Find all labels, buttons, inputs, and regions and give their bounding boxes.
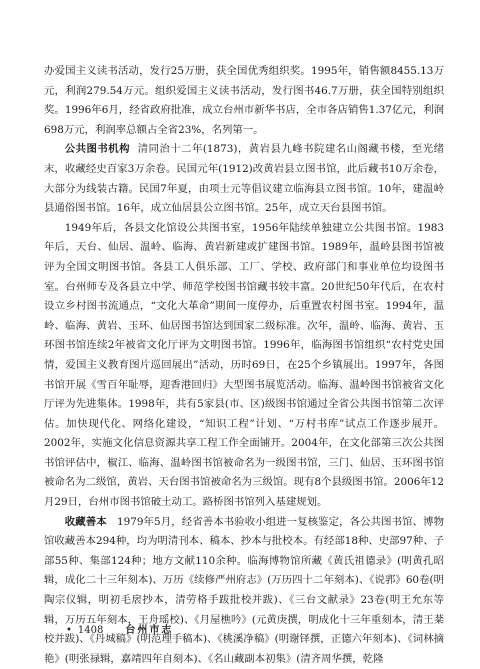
paragraph-post-1949: [44, 219, 444, 513]
paragraph-1-text: 办爱国主义读书活动，发行25万册，获全国优秀组织奖。1995年，销售额8455.13万元，利润279.54万元。组织爱国主义读书活动，发行图书46.7万册，获全国特别组织奖。1996年6月，经省政府批准，成立台州市新华书店，全市各店销售1.37亿元，利润698万元，利润率总额占全省23%，名列第一。: [44, 65, 444, 136]
page-footer: [66, 621, 173, 636]
footer-bullet: •: [66, 625, 72, 636]
section-heading-rare-books: 收藏善本: [64, 515, 107, 528]
paragraph-3-text: 1949年后，各县文化馆设公共图书室，1956年陆续单独建立公共图书馆。1983年后，天台、仙居、温岭、临海、黄岩新建或扩建图书馆。1989年，温岭县图书馆被评为全国文明图书馆。各县工人俱乐部、工厂、学校、政府部门和事业单位均设图书室。台州师专及各县立中学、师范学校图书馆藏书较丰富。20世纪50年代后，在农村设立乡村图书流通点，“文化大革命”期间一度停办，后重置农村图书室。1994年，温岭、临海、黄岩、玉环、仙居图书馆达到国家二级标准。次年，温岭、临海、黄岩、玉环图书馆连续2年被省文化厅评为文明图书馆。1996年，临海图书馆组织“农村党史国情，爱国主义教育图片巡回展出”活动，历时69日，在25个乡镇展出。1997年，各图书馆开展《雪百年耻辱，迎香港回归》大型图书展览活动。临海、温岭图书馆被省文化厅评为先进集体。1998年，共有5家县(市、区)级图书馆通过全省公共图书馆第二次评估。加快现代化、网络化建设，“知识工程”计划、“万村书库”试点工作逐步展开。2002年，实施文化信息资源共享工程工作全面铺开。2004年，在文化部第三次公共图书馆评估中，椒江、临海、温岭图书馆被命名为一级图书馆，三门、仙居、玉环图书馆被命名为二级馆，黄岩、天台图书馆被命名为三级馆。现有8个县级图书馆。2006年12月29日，台州市图书馆破土动工。路桥图书馆列入基建规划。: [44, 221, 444, 509]
paragraph-4-text: 1979年5月，经省善本书验收小组进一复核鉴定，各公共图书馆、博物馆收藏善本294种，均为明清刊本、稿本、抄本与批校本。有经部18种、史部97种、子部55种、集部124种；地方文献110余种。临海博物馆所藏《黄氏祖德录》(明黄孔昭辑，成化二十三年刻本)、万历《续修严州府志》(万历四十二年刻本)、《说郛》60卷(明陶宗仪辑，明初毛扆抄本，清劳格手跋批校并跋)、《三台文献录》23卷(明王允东等辑，万历五年刻本，王舟瑶校)、《月屋樵吟》(元黄庚撰，明成化十三年重刻本，清王棻校并跋)、《丹城稿》(明范理手稿本)、《桃溪净稿》(明谢铎撰，正德六年刻本)、《词林摘艳》(明张禄辑，嘉靖四年自刻本)、《名山藏副本初集》(清齐周华撰，乾隆: [44, 515, 444, 665]
paragraph-2-text: 清同治十二年(1873)，黄岩县九峰书院建名山阁藏书楼，至光绪末，收藏经史百家3万余卷。民国元年(1912)改黄岩县立图书馆，此后藏书10万余卷，大部分为线装古籍。民国7年夏，由项士元等倡议建立临海县立图书馆。10年，建温岭县通俗图书馆。16年，成立仙居县公立图书馆。25年，成立天台县图书馆。: [44, 143, 445, 215]
paragraph-public-libraries: [44, 140, 444, 218]
section-heading-public-libraries: 公共图书机构: [64, 143, 131, 156]
paragraph-1: [44, 62, 444, 140]
page-body: [44, 62, 444, 669]
book-title: 台州市志: [125, 625, 174, 636]
paragraph-rare-books: [44, 513, 444, 669]
page-number: 1408: [77, 625, 104, 636]
